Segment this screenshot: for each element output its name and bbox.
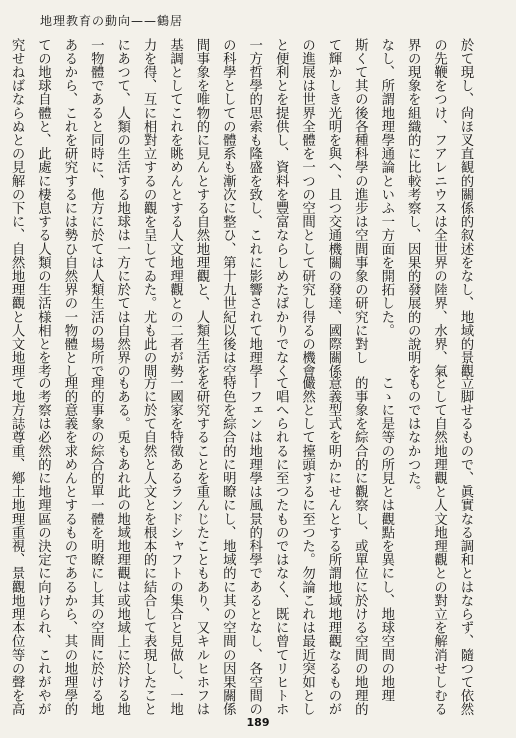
text-column: 立脚せるもので、眞實なる調和とはならず、隨つて依然 [458, 376, 473, 716]
text-column: て地方誌尊重、鄕土地理重視、景觀地理本位等の聲を高 [9, 376, 25, 716]
text-column: ーフェンは地理學は風景的科學であるとなし、各空間の [246, 376, 262, 716]
text-column: て輝かしき光明を與へ、且つ交通機關の發達、國際關係 [325, 38, 341, 378]
running-title: 地理教育の動向——鶴居 [40, 14, 184, 28]
text-column: を研究することを重んじたこともあり、又キルヒホフは [193, 376, 209, 716]
text-column: 儼然として擡頭するに至つた。勿論これは最近突如とし [299, 376, 315, 716]
text-column [0, 38, 3, 358]
text-column: ものではなかつた。 [405, 376, 421, 499]
text-column: の科學としての體系も漸次に整ひ、第十九世紀以後は空 [220, 38, 236, 378]
text-column: 基調としてこれを眺めんとする人文地理觀との二者が勢 [167, 38, 183, 378]
text-column: として自然地理觀と人文地理觀との對立を解消せしむる [431, 376, 447, 716]
text-column: 斯くて其の後各種科學の進步は空間事象の研究に對し [352, 38, 368, 365]
text-column: の先鞭をつけ、フアレニウスは全世界の陸界、水界、氣 [431, 38, 447, 378]
text-column: 力を得、互に相對立するの觀を呈してゐた。尤も此の間 [141, 38, 157, 378]
text-column: 特色を綜合的に明瞭にし、地域的に其の空間の因果關係 [220, 376, 236, 716]
text-column: 界の現象を組織的に比較考察し、因果的發展的の說明を [405, 38, 421, 378]
text-column: 一方哲學的思索も隆盛を致し、これに影響されて地理學 [246, 38, 262, 378]
page-number: 189 [246, 716, 270, 729]
text-column: 方に於て自然と人文とを根本的に結合して表現したこと [141, 376, 157, 716]
text-column: 間事象を唯物的に見んとする自然地理觀と、人類生活を [193, 38, 209, 378]
text-column: の考察は必然的に地理區の決定に向けられ、これがやが [35, 376, 51, 716]
text-column: 究せねばならぬとの見解の下に、自然地理觀と人文地理 [9, 38, 25, 378]
text-column: と便利とを提供し、資料を豐富ならしめたばかりでなく [273, 38, 289, 378]
text-column: 於て現し、尙ほ叉直観的關係的叙述をなし、地域的景觀 [458, 38, 473, 378]
text-column: 意義型式を明かにせんとする所謂地域地理觀なるものが [325, 376, 341, 716]
lower-text-block [9, 376, 478, 716]
text-column: 理的事象の綜合的單一體を明瞭にし其の空間に於ける地 [88, 376, 104, 716]
text-column: 一國家を特徵あるランドシャフトの集合と見做し、一地 [167, 376, 183, 716]
text-column: ての地球自體と、此處に棲息する人類の生活様相とを考 [35, 38, 51, 378]
text-column: 一物體であると同時に、他方に於ては人類生活の場所で [88, 38, 104, 378]
text-column: あるから、これを研究するには勢ひ自然界の一物體とし [61, 38, 77, 378]
text-column: にあつて、人類の生活する地球は一方に於ては自然界の [114, 38, 130, 378]
text-column: こゝに是等の所見とは觀點を異にし、地球空間の地理 [378, 376, 394, 703]
text-column: 理的意義を求めんとするものであるから、其の地理學的 [61, 376, 77, 716]
text-column: もある。兎もあれ此の地域地理觀は或地域上に於ける地 [114, 376, 130, 716]
text-column: の進展は世界全體を一つの空間として研究し得るの機會 [299, 38, 315, 378]
upper-text-block [9, 38, 478, 378]
text-column: て唱へられるに至つたものではなく、既に曾てリヒトホ [273, 376, 289, 716]
text-column: なし、所謂地理學通論といふ一方面を開拓した。 [378, 38, 394, 338]
text-column: 的事象を綜合的に觀察し、或單位に於ける空間の地理的 [352, 376, 368, 716]
